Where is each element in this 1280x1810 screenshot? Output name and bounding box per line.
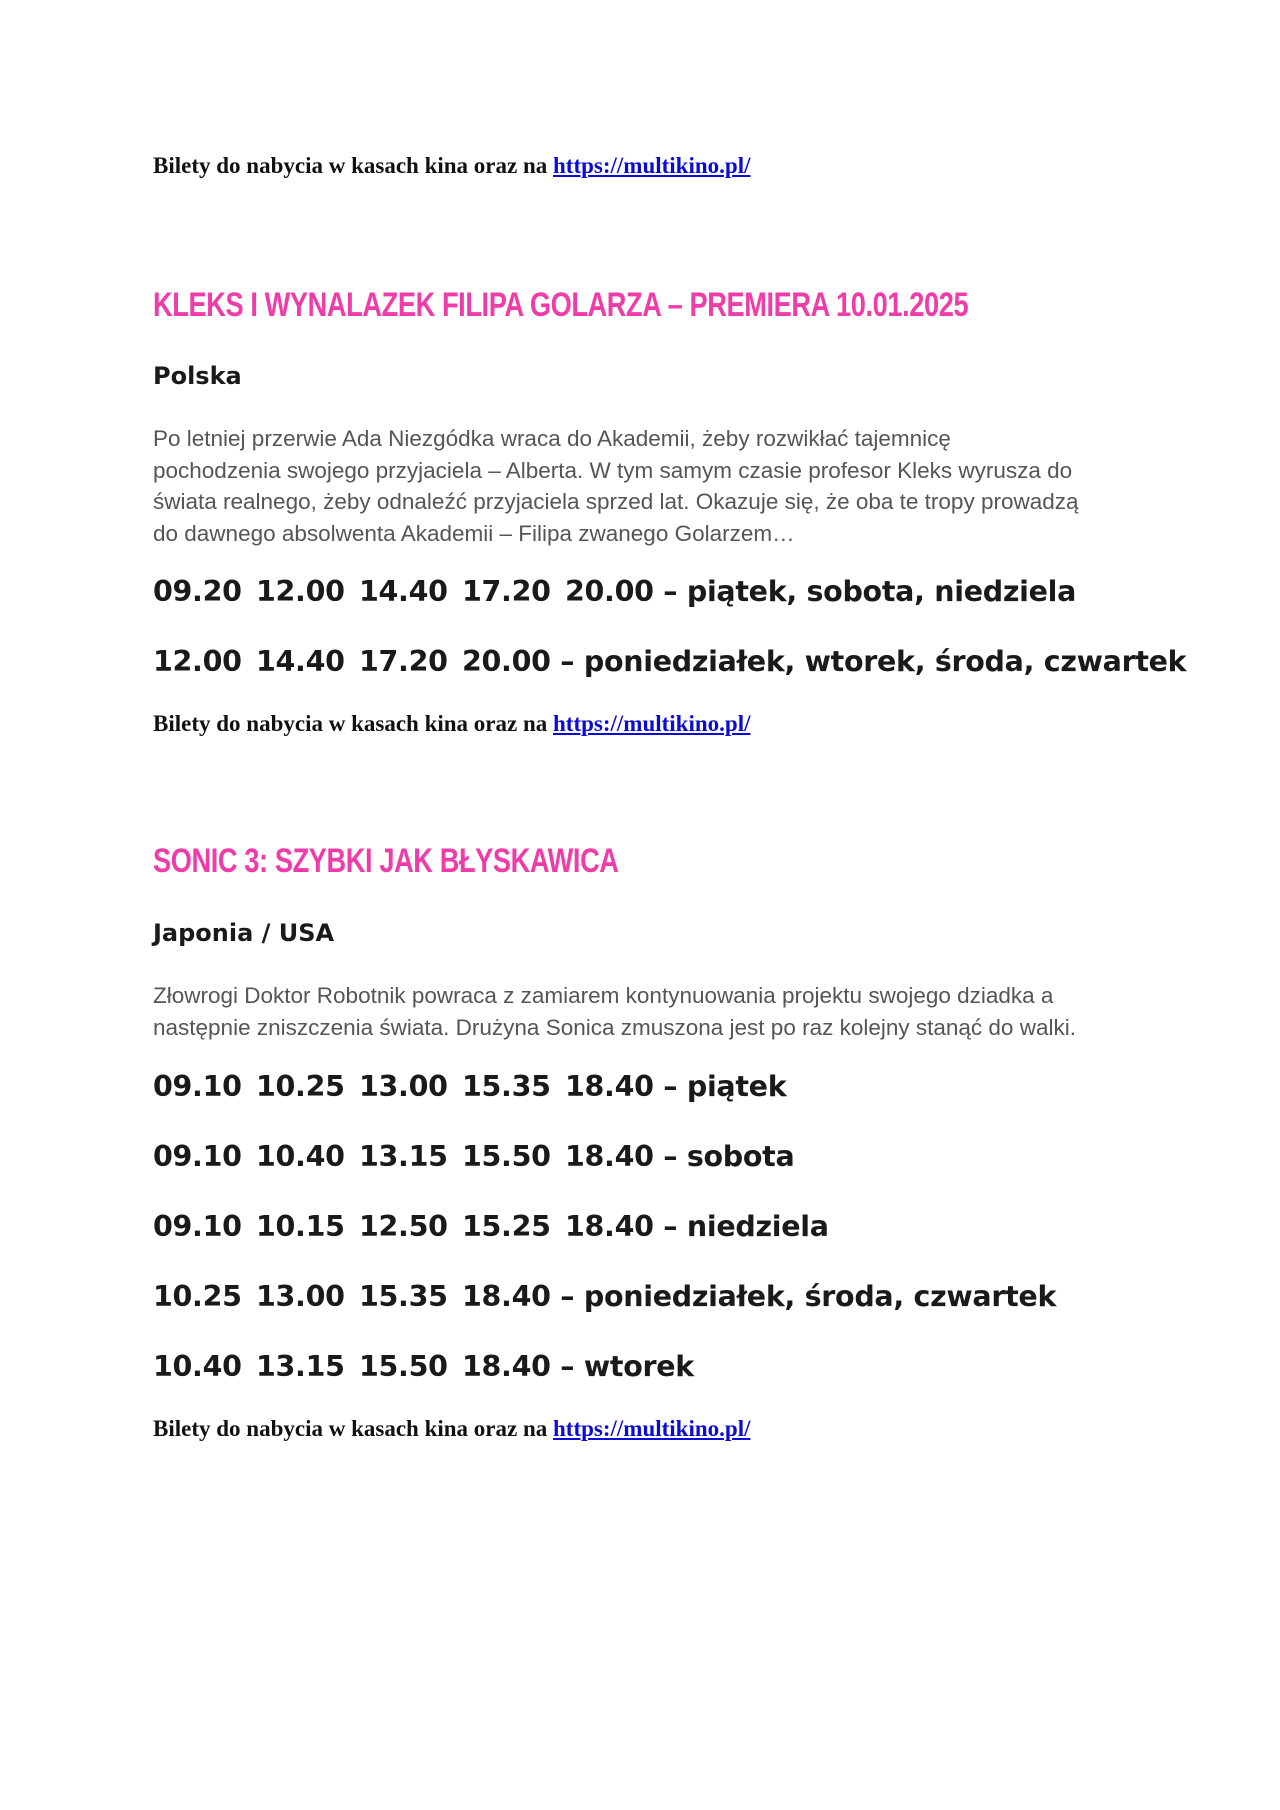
schedule-row — [153, 1140, 794, 1173]
showtime: 12.00 — [153, 645, 242, 678]
movie-description — [153, 423, 1143, 549]
schedule-row — [153, 1350, 694, 1383]
schedule-days: piątek, sobota, niedziela — [686, 575, 1077, 608]
movie-country: Polska — [153, 362, 242, 390]
schedule-row — [153, 1280, 1056, 1313]
schedule-days: wtorek — [583, 1350, 694, 1383]
dash-separator: – — [653, 1070, 687, 1103]
showtime: 20.00 — [462, 645, 551, 678]
showtime: 15.35 — [359, 1280, 448, 1313]
dash-separator: – — [653, 1210, 687, 1243]
description-line: Po letniej przerwie Ada Niezgódka wraca do Akademii, żeby rozwikłać tajemnicę — [153, 426, 951, 451]
description-line: świata realnego, żeby odnaleźć przyjaciela sprzed lat. Okazuje się, że oba te tropy prowadzą — [153, 489, 1079, 514]
schedule-days: poniedziałek, środa, czwartek — [583, 1280, 1057, 1313]
showtime: 18.40 — [565, 1140, 654, 1173]
showtime: 10.25 — [153, 1280, 242, 1313]
showtime: 10.40 — [153, 1350, 242, 1383]
description-line: pochodzenia swojego przyjaciela – Alberta. W tym samym czasie profesor Kleks wyrusza do — [153, 457, 1073, 483]
showtime: 10.15 — [256, 1210, 345, 1243]
multikino-link[interactable]: https://multikino.pl/ — [553, 153, 751, 178]
showtime: 12.00 — [256, 575, 345, 608]
showtime: 13.15 — [256, 1350, 345, 1383]
multikino-link[interactable]: https://multikino.pl/ — [553, 1416, 751, 1441]
showtime: 17.20 — [462, 575, 551, 608]
showtime: 15.25 — [462, 1210, 551, 1243]
dash-separator: – — [550, 1350, 584, 1383]
showtime: 18.40 — [565, 1070, 654, 1103]
showtime: 10.40 — [256, 1140, 345, 1173]
description-line: do dawnego absolwenta Akademii – Filipa zwanego Golarzem… — [153, 520, 795, 546]
multikino-link[interactable]: https://multikino.pl/ — [553, 711, 751, 736]
showtime: 20.00 — [565, 575, 654, 608]
schedule-row — [153, 1070, 786, 1103]
tickets-line — [153, 153, 750, 179]
description-line: Złowrogi Doktor Robotnik powraca z zamiarem kontynuowania projektu swojego dziadka a — [153, 983, 1054, 1008]
tickets-line — [153, 1416, 750, 1442]
showtime: 10.25 — [256, 1070, 345, 1103]
showtime: 12.50 — [359, 1210, 448, 1243]
showtime: 09.20 — [153, 575, 242, 608]
schedule-days: niedziela — [686, 1210, 829, 1243]
showtime: 17.20 — [359, 645, 448, 678]
schedule-days: sobota — [686, 1140, 795, 1173]
dash-separator: – — [653, 1140, 687, 1173]
movie-title: SONIC 3: SZYBKI JAK BŁYSKAWICA — [153, 842, 619, 880]
schedule-days: poniedziałek, wtorek, środa, czwartek — [583, 645, 1187, 678]
showtime: 09.10 — [153, 1070, 242, 1103]
tickets-text: Bilety do nabycia w kasach kina oraz na — [153, 711, 548, 736]
movie-description — [153, 980, 1143, 1043]
tickets-text: Bilety do nabycia w kasach kina oraz na — [153, 1416, 548, 1441]
showtime: 13.00 — [256, 1280, 345, 1313]
dash-separator: – — [653, 575, 687, 608]
schedule-row — [153, 575, 1076, 608]
showtime: 15.35 — [462, 1070, 551, 1103]
movie-country: Japonia / USA — [153, 919, 335, 947]
tickets-line — [153, 711, 750, 737]
showtime: 18.40 — [462, 1280, 551, 1313]
showtime: 14.40 — [256, 645, 345, 678]
showtime: 09.10 — [153, 1210, 242, 1243]
description-line: następnie zniszczenia świata. Drużyna Sonica zmuszona jest po raz kolejny stanąć do walki. — [153, 1014, 1076, 1040]
dash-separator: – — [550, 1280, 584, 1313]
showtime: 15.50 — [462, 1140, 551, 1173]
showtime: 18.40 — [565, 1210, 654, 1243]
showtime: 14.40 — [359, 575, 448, 608]
tickets-text: Bilety do nabycia w kasach kina oraz na — [153, 153, 548, 178]
schedule-days: piątek — [686, 1070, 787, 1103]
showtime: 18.40 — [462, 1350, 551, 1383]
movie-title: KLEKS I WYNALAZEK FILIPA GOLARZA – PREMIERA 10.01.2025 — [153, 286, 969, 324]
showtime: 09.10 — [153, 1140, 242, 1173]
schedule-row — [153, 1210, 829, 1243]
dash-separator: – — [550, 645, 584, 678]
showtime: 13.15 — [359, 1140, 448, 1173]
showtime: 15.50 — [359, 1350, 448, 1383]
showtime: 13.00 — [359, 1070, 448, 1103]
schedule-row — [153, 645, 1186, 678]
